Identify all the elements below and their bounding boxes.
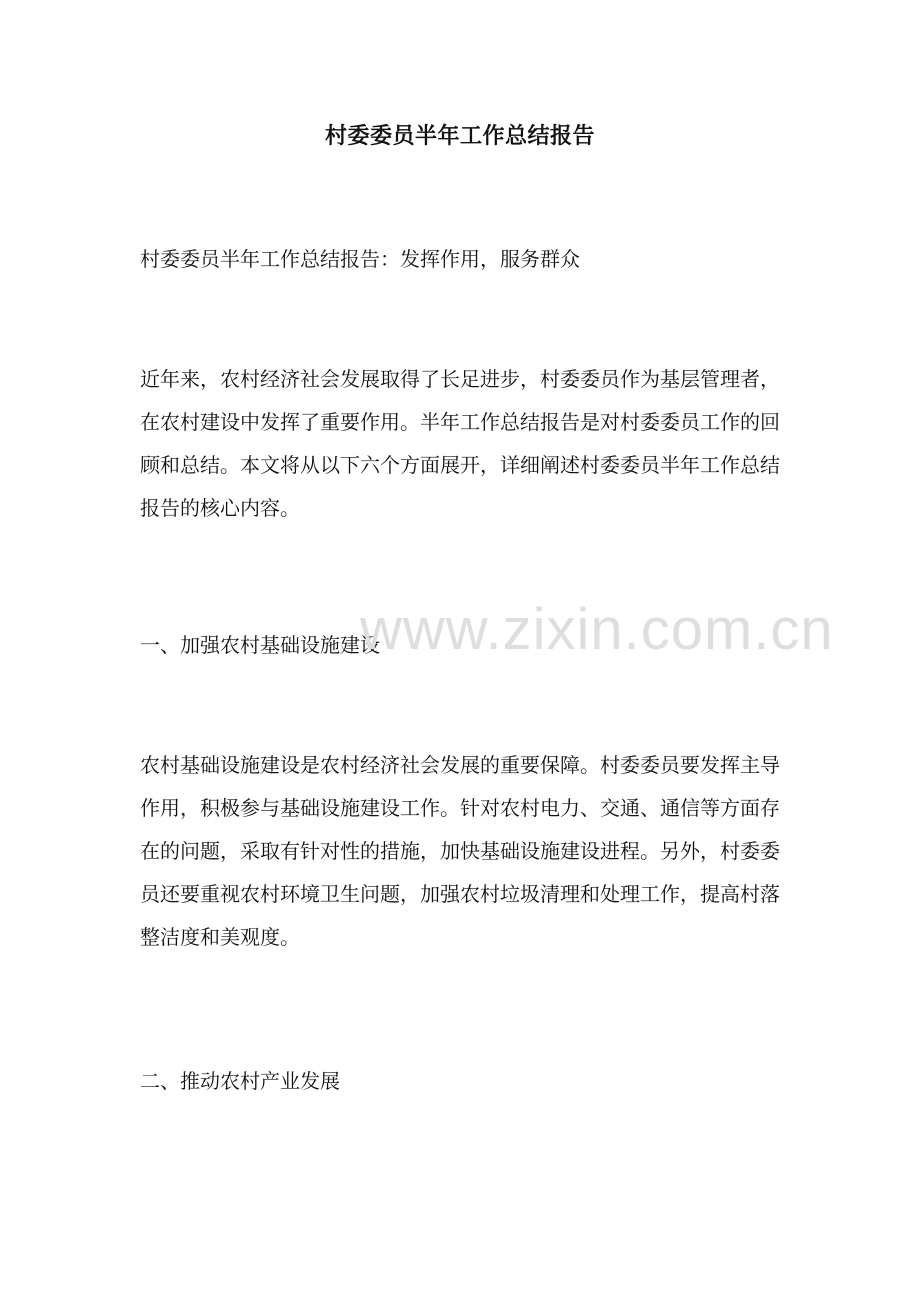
section-heading-2: 二、推动农村产业发展 bbox=[140, 1069, 340, 1093]
section-paragraph-1: 农村基础设施建设是农村经济社会发展的重要保障。村委委员要发挥主导作用，积极参与基础设施建设工作。针对农村电力、交通、通信等方面存在的问题，采取有针对性的措施，加快基础设施建设进程。另外，村委委员还要重视农村环境卫生问题，加强农村垃圾清理和处理工作，提高村落整洁度和美观度。 bbox=[140, 753, 780, 949]
intro-paragraph: 近年来，农村经济社会发展取得了长足进步，村委委员作为基层管理者，在农村建设中发挥了重要作用。半年工作总结报告是对村委委员工作的回顾和总结。本文将从以下六个方面展开，详细阐述村委委员半年工作总结报告的核心内容。 bbox=[140, 367, 780, 520]
watermark: www.zixin.com.cn bbox=[360, 597, 834, 662]
document-subtitle: 村委委员半年工作总结报告：发挥作用，服务群众 bbox=[140, 247, 580, 271]
document-title: 村委委员半年工作总结报告 bbox=[324, 123, 595, 149]
section-heading-1: 一、加强农村基础设施建设 bbox=[140, 633, 380, 657]
